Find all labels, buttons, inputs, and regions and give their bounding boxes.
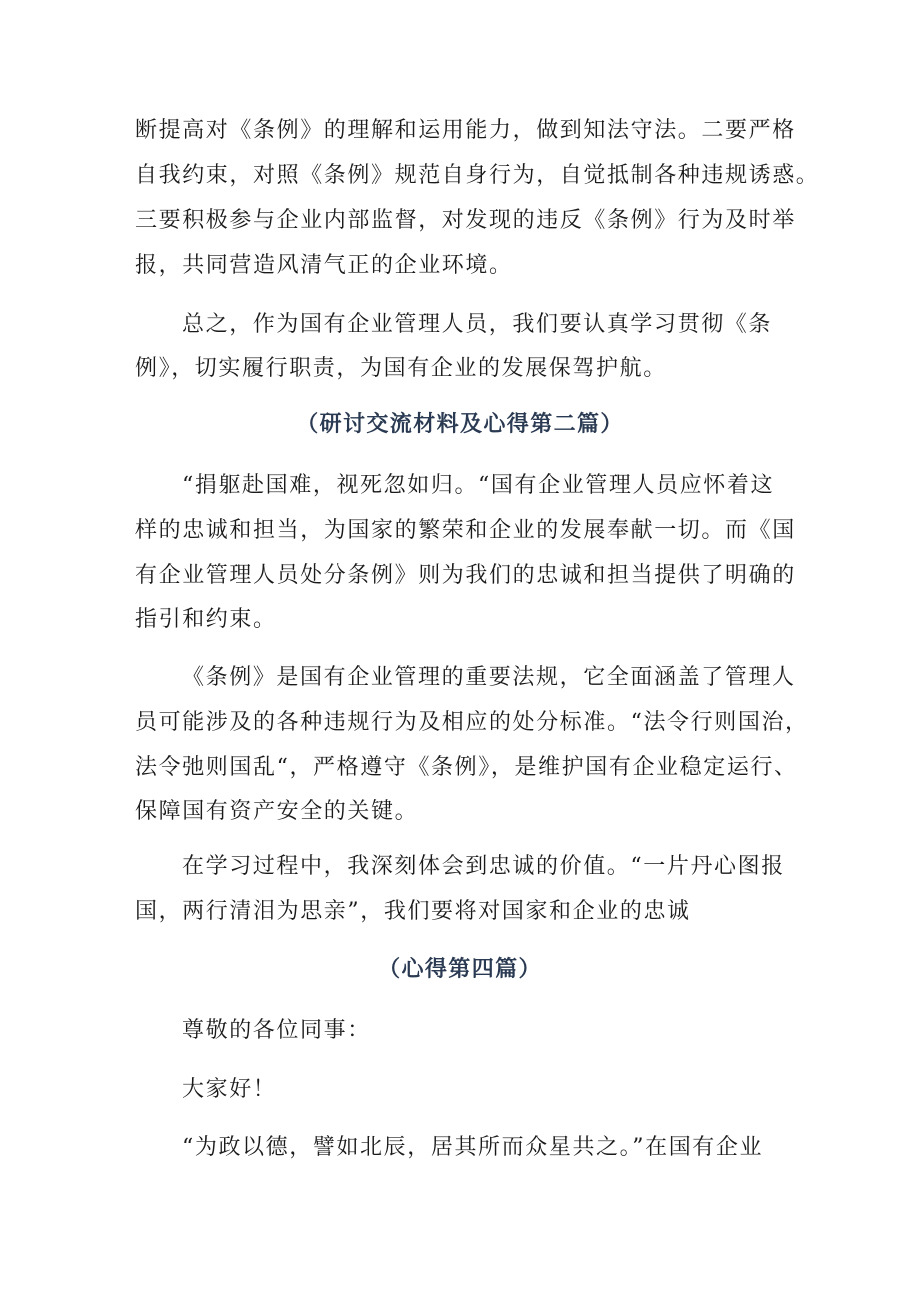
section-heading: （心得第四篇） <box>378 957 542 982</box>
paragraph-line: 三要积极参与企业内部监督，对发现的违反《条例》行为及时举 <box>135 208 796 233</box>
paragraph-line: “为政以德，譬如北辰，居其所而众星共之。”在国有企业 <box>182 1135 764 1160</box>
paragraph-line: 法令弛则国乱“，严格遵守《条例》，是维护国有企业稳定运行、 <box>135 755 798 780</box>
paragraph-line: 断提高对《条例》的理解和运用能力，做到知法守法。二要严格 <box>135 118 796 143</box>
paragraph-line: 国，两行清泪为思亲”，我们要将对国家和企业的忠诚 <box>135 899 691 924</box>
paragraph-line: 例》，切实履行职责，为国有企业的发展保驾护航。 <box>135 356 667 381</box>
section-heading: （研讨交流材料及心得第二篇） <box>296 412 624 437</box>
greeting-line: 大家好！ <box>182 1077 277 1102</box>
paragraph-line: 保障国有资产安全的关键。 <box>135 799 419 824</box>
paragraph-line: 自我约束，对照《条例》规范自身行为，自觉抵制各种违规诱惑。 <box>135 163 820 188</box>
paragraph-line: 指引和约束。 <box>135 607 277 632</box>
paragraph-line: “捐躯赴国难，视死忽如归。“国有企业管理人员应怀着这 <box>182 473 775 498</box>
paragraph-line: 有企业管理人员处分条例》则为我们的忠诚和担当提供了明确的 <box>135 563 796 588</box>
paragraph-line: 总之，作为国有企业管理人员，我们要认真学习贯彻《条 <box>182 312 773 337</box>
salutation-line: 尊敬的各位同事： <box>182 1018 371 1043</box>
paragraph-line: 《条例》是国有企业管理的重要法规，它全面涵盖了管理人 <box>182 665 796 690</box>
paragraph-line: 样的忠诚和担当，为国家的繁荣和企业的发展奉献一切。而《国 <box>135 518 796 543</box>
paragraph-line: 员可能涉及的各种违规行为及相应的处分标准。“法令行则国治， <box>135 710 809 735</box>
paragraph-line: 在学习过程中，我深刻体会到忠诚的价值。“一片丹心图报 <box>182 854 785 879</box>
paragraph-line: 报，共同营造风清气正的企业环境。 <box>135 253 513 278</box>
